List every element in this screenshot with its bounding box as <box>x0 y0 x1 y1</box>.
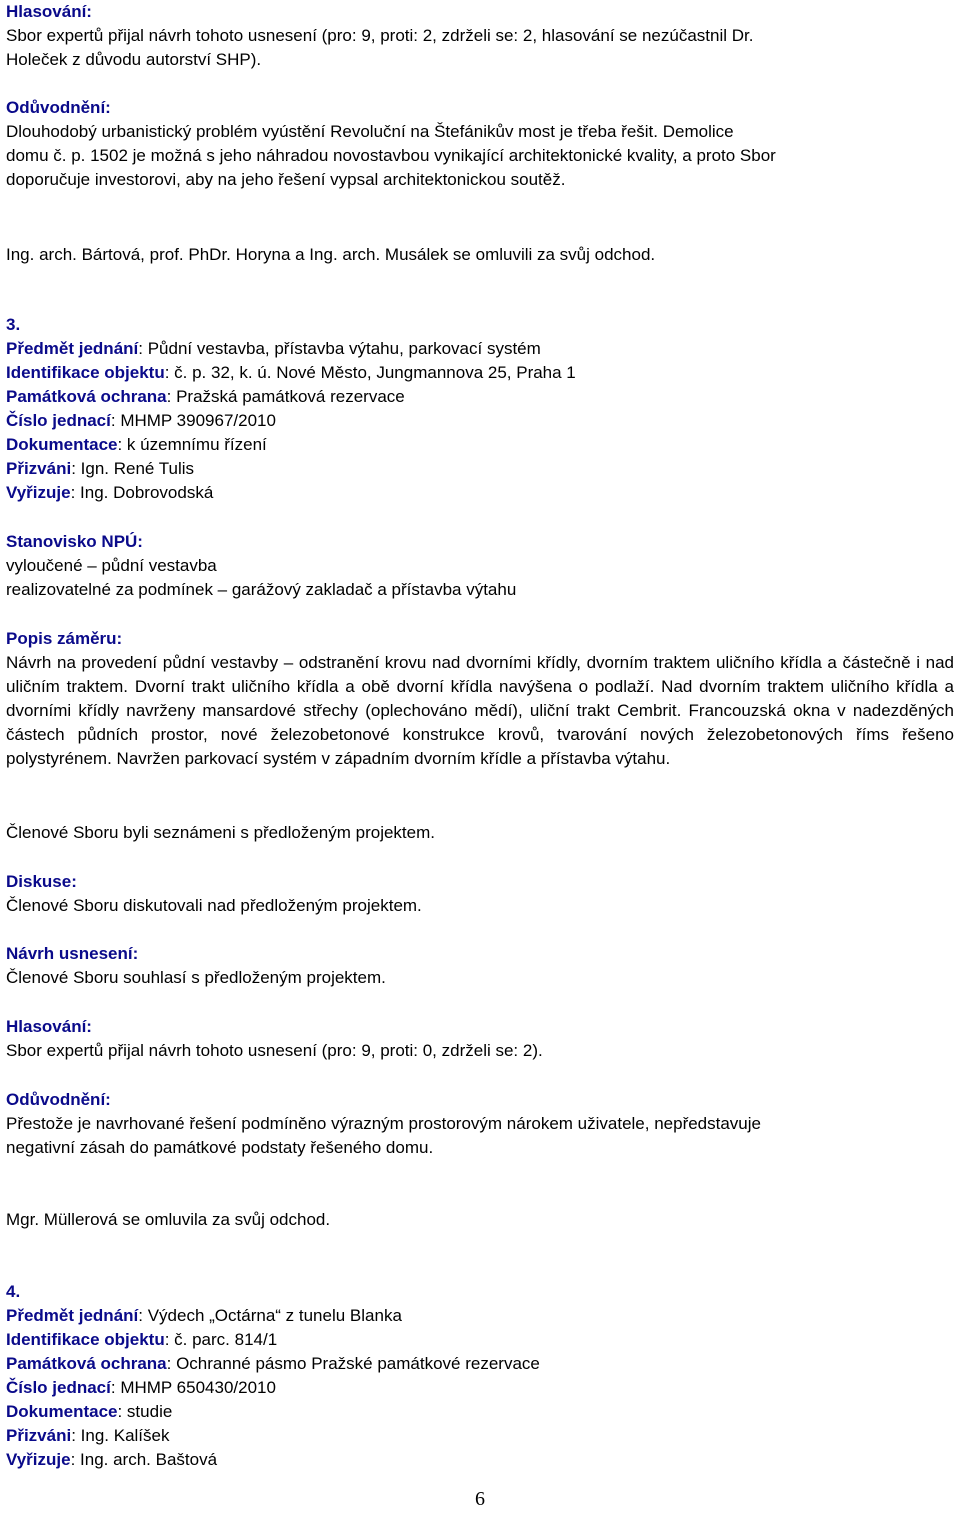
reference-number-label: Číslo jednací <box>6 411 111 430</box>
section-3-header <box>6 313 956 505</box>
section-number: 3. <box>6 315 21 334</box>
handled-by-row <box>6 1448 956 1472</box>
justification-line-2: domu č. p. 1502 je možná s jeho náhradou novostavbou vynikající architektonické kvality, a proto Sbor <box>6 146 776 165</box>
justification-line-1: Dlouhodobý urbanistický problém vyústění Revoluční na Štefánikův most je třeba řešit. Demolice <box>6 122 734 141</box>
section-3-opinion <box>6 530 956 602</box>
documentation-row <box>6 433 956 457</box>
departure-note: Ing. arch. Bártová, prof. PhDr. Horyna a Ing. arch. Musálek se omluvili za svůj odchod. <box>6 245 656 264</box>
documentation-label: Dokumentace <box>6 435 118 454</box>
reference-number-value: : MHMP 390967/2010 <box>110 411 276 430</box>
proposal-text: Členové Sboru souhlasí s předloženým projektem. <box>6 968 386 987</box>
protection-row <box>6 1352 956 1376</box>
section-3-departure-note <box>6 1208 956 1232</box>
identification-label: Identifikace objektu <box>6 1330 165 1349</box>
section-2-voting <box>6 0 956 72</box>
voting-line-1: Sbor expertů přijal návrh tohoto usnesení (pro: 9, proti: 2, zdrželi se: 2, hlasování se nezúčastnil Dr. <box>6 26 754 45</box>
invited-row <box>6 457 956 481</box>
invited-label: Přizváni <box>6 1426 72 1445</box>
opinion-heading: Stanovisko NPÚ: <box>6 532 143 551</box>
justification-line-2: negativní zásah do památkové podstaty řešeného domu. <box>6 1138 434 1157</box>
protection-value: : Pražská památková rezervace <box>166 387 405 406</box>
handled-by-row <box>6 481 956 505</box>
invited-value: : Ign. René Tulis <box>71 459 195 478</box>
description-text: Návrh na provedení půdní vestavby – odstranění krovu nad dvorními křídly, dvorním traktem uličního křídla a částečně i nad uličním traktem. Dvorní trakt uličního křídla a obě dvorní křídla navýšena o podlaží. Nad dvorním traktem uličního křídla a dvorními křídly navrženy mansardové střechy (oplechováno mědí), uliční trakt Cembrit. Francouzská okna v nadezděných částech půdních prostor, nové železobetonové konstrukce krovů, tvarování nových železobetonových říms řešeno polystyrénem. Navržen parkovací systém v západním dvorním křídle a přístavba výtahu. <box>6 653 954 768</box>
section-3-voting <box>6 1015 956 1063</box>
justification-line-3: doporučuje investorovi, aby na jeho řešení vypsal architektonickou soutěž. <box>6 170 566 189</box>
protection-row <box>6 385 956 409</box>
handled-by-label: Vyřizuje <box>6 1450 71 1469</box>
documentation-row <box>6 1400 956 1424</box>
justification-line-1: Přestože je navrhované řešení podmíněno výrazným prostorovým nárokem uživatele, nepředstavuje <box>6 1114 761 1133</box>
reference-number-value: : MHMP 650430/2010 <box>110 1378 276 1397</box>
protection-label: Památková ochrana <box>6 387 167 406</box>
section-3-acquainted <box>6 821 956 845</box>
discussion-heading: Diskuse: <box>6 872 77 891</box>
voting-text: Sbor expertů přijal návrh tohoto usnesení (pro: 9, proti: 0, zdrželi se: 2). <box>6 1041 543 1060</box>
invited-label: Přizváni <box>6 459 72 478</box>
page-number: 6 <box>475 1488 485 1510</box>
protection-value: : Ochranné pásmo Pražské památkové rezervace <box>166 1354 540 1373</box>
section-3-proposal <box>6 942 956 990</box>
reference-number-label: Číslo jednací <box>6 1378 111 1397</box>
opinion-line-1: vyloučené – půdní vestavba <box>6 556 217 575</box>
reference-number-row <box>6 1376 956 1400</box>
invited-row <box>6 1424 956 1448</box>
opinion-line-2: realizovatelné za podmínek – garážový zakladač a přístavba výtahu <box>6 580 517 599</box>
section-3-discussion <box>6 870 956 918</box>
voting-line-2: Holeček z důvodu autorství SHP). <box>6 50 262 69</box>
identification-value: : č. p. 32, k. ú. Nové Město, Jungmannova 25, Praha 1 <box>164 363 576 382</box>
justification-heading: Odůvodnění: <box>6 98 111 117</box>
reference-number-row <box>6 409 956 433</box>
departure-note: Mgr. Müllerová se omluvila za svůj odchod. <box>6 1210 331 1229</box>
subject-value: : Půdní vestavba, přístavba výtahu, parkovací systém <box>138 339 541 358</box>
section-2-departure-note <box>6 243 956 267</box>
section-3-description <box>6 627 956 771</box>
voting-heading: Hlasování: <box>6 2 92 21</box>
subject-row <box>6 1304 956 1328</box>
section-2-justification <box>6 96 956 192</box>
section-3-justification <box>6 1088 956 1160</box>
handled-by-value: : Ing. arch. Baštová <box>70 1450 218 1469</box>
proposal-heading: Návrh usnesení: <box>6 944 139 963</box>
subject-label: Předmět jednání <box>6 339 139 358</box>
subject-label: Předmět jednání <box>6 1306 139 1325</box>
identification-value: : č. parc. 814/1 <box>164 1330 278 1349</box>
handled-by-label: Vyřizuje <box>6 483 71 502</box>
protection-label: Památková ochrana <box>6 1354 167 1373</box>
identification-row <box>6 361 956 385</box>
identification-label: Identifikace objektu <box>6 363 165 382</box>
discussion-text: Členové Sboru diskutovali nad předloženým projektem. <box>6 896 422 915</box>
subject-row <box>6 337 956 361</box>
identification-row <box>6 1328 956 1352</box>
invited-value: : Ing. Kalíšek <box>71 1426 170 1445</box>
subject-value: : Výdech „Octárna“ z tunelu Blanka <box>138 1306 402 1325</box>
documentation-value: : studie <box>117 1402 173 1421</box>
justification-heading: Odůvodnění: <box>6 1090 111 1109</box>
section-4-header <box>6 1280 956 1472</box>
section-number: 4. <box>6 1282 21 1301</box>
description-heading: Popis záměru: <box>6 629 123 648</box>
handled-by-value: : Ing. Dobrovodská <box>70 483 214 502</box>
voting-heading: Hlasování: <box>6 1017 92 1036</box>
acquainted-text: Členové Sboru byli seznámeni s předloženým projektem. <box>6 823 435 842</box>
documentation-value: : k územnímu řízení <box>117 435 267 454</box>
documentation-label: Dokumentace <box>6 1402 118 1421</box>
